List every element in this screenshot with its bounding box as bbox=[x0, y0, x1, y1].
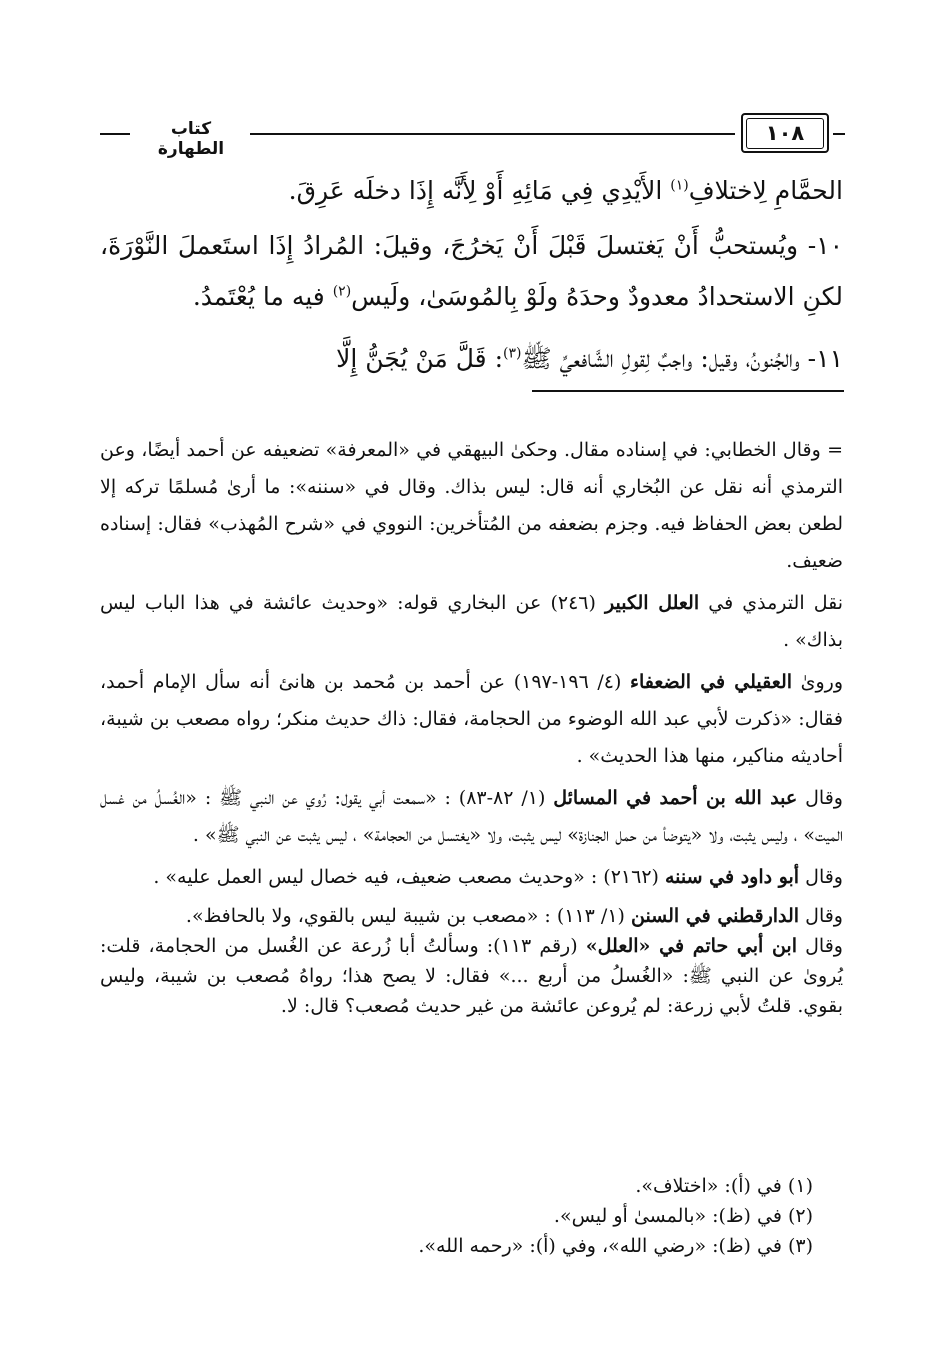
page-number-frame bbox=[741, 113, 829, 153]
note-paragraph: وقال الدارقطني في السنن (١/ ١١٣) : «مصعب بن شيبة ليس بالقوي، ولا بالحافظ». bbox=[185, 905, 843, 927]
main-text bbox=[100, 165, 843, 395]
main-paragraph: ١١- والجُنونُ، وقيل: واجبٌ لِقولِ الشَّافعيِّ ﷺ$^{(٣)}$: قَلَّ مَنْ يُجَنُّ إِلَّا bbox=[336, 344, 843, 373]
note-paragraph: نقل الترمذي في العلل الكبير (٢٤٦) عن البخاري قوله: «وحديث عائشة في هذا الباب ليس بذاك» . bbox=[100, 592, 844, 651]
header-rule bbox=[250, 133, 735, 135]
note-paragraph: وقال ابن أبي حاتم في «العلل» (رقم ١١٣): وسألتُ أبا زُرعة عن الغُسل من الحجامة، قلت: يُروىٰ عن النبي ﷺ: «الغُسلُ من أربع ...» فقال: لا يصح هذا؛ رواهُ مُصعب بن شيبة، وليس بقوي. قلتُ لأبي زرعة: لم يُروعن عائشة من غير حديث مُصعب؟ قال: لا. bbox=[100, 935, 843, 1017]
note-paragraph: وروىٰ العقيلي في الضعفاء (٤/ ١٩٦-١٩٧) عن أحمد بن مُحمد بن هانئ أنه سأل الإمام أحمد، فقال: «ذكرت لأبي عبد الله الوضوء من الحجامة، فقال: ذاك حديث منكر؛ رواه مصعب بن شيبة، أحاديثه مناكير، منها هذا الحديث» . bbox=[100, 671, 843, 767]
note-paragraph: = وقال الخطابي: في إسناده مقال. وحكىٰ البيهقي في «المعرفة» تضعيفه عن أحمد أيضًا، وعن الترمذي أنه نقل عن البُخاري أنه قال: ليس بذاك. وقال في «سننه»: ما أرىٰ مُسلمًا تركه إلا لطعن بعض الحفاظ فيه. وجزم بضعفه من المُتأخرين: النووي في «شرح المُهذب» فقال: إسناده ضعيف. bbox=[100, 439, 843, 572]
main-paragraph: الحمَّامِ لِاختلافِ$^{(١)}$ الأَيْدِي فِي مَائِهِ أَوْ لِأَنَّه إِذَا دخلَه عَرِقَ. bbox=[288, 176, 843, 205]
footnote-divider bbox=[532, 390, 844, 392]
note-paragraph: وقال عبد الله بن أحمد في المسائل (١/ ٨٢-٨٣) : «سمعت أبي يقول: رُوي عن النبي ﷺ : «الغُسلُ من غسل الميت» ، وليس يثبت، ولا «يتوضأ من حمل الجنازة» ليس يثبت، ولا «يغتسل من الحجامة» ، ليس يثبت عن النبي ﷺ» . bbox=[100, 787, 843, 846]
main-paragraph: ١٠- ويُستحبُّ أَنْ يَغتسلَ قَبْلَ أَنْ يَخرُجَ، وقيلَ: المُرادُ إِذَا استَعملَ النَّوْرَةَ، لكنِ الاستحدادُ معدودٌ وحدَهُ ولَوْ بِالمُوسَىٰ، ولَيس$^{(٢)}$ فيه ما يُعْتَمدُ. bbox=[100, 231, 843, 311]
footnote-ref: (٣) bbox=[503, 345, 522, 362]
book-title: كتاب الطهارة bbox=[157, 119, 225, 159]
footnote-ref: (١) bbox=[670, 177, 689, 194]
footnote: (٢) في (ظ): «بالمسىٰ أو ليس». bbox=[553, 1205, 813, 1227]
footnote: (١) في (أ): «اختلاف». bbox=[635, 1175, 813, 1197]
page-number: ١٠٨ bbox=[746, 118, 824, 149]
footnote: (٣) في (ظ): «رضي الله»، وفي (أ): «رحمه الله». bbox=[418, 1235, 813, 1257]
note-paragraph: وقال أبو داود في سننه (٢١٦٢) : «وحديث مصعب ضعيف، فيه خصال ليس العمل عليه» . bbox=[153, 866, 843, 888]
commentary-notes bbox=[100, 432, 843, 1021]
header-rule bbox=[833, 133, 845, 135]
page-header bbox=[100, 110, 845, 160]
footnotes bbox=[100, 1171, 843, 1261]
footnote-ref: (٢) bbox=[332, 283, 352, 300]
header-rule bbox=[100, 133, 130, 135]
